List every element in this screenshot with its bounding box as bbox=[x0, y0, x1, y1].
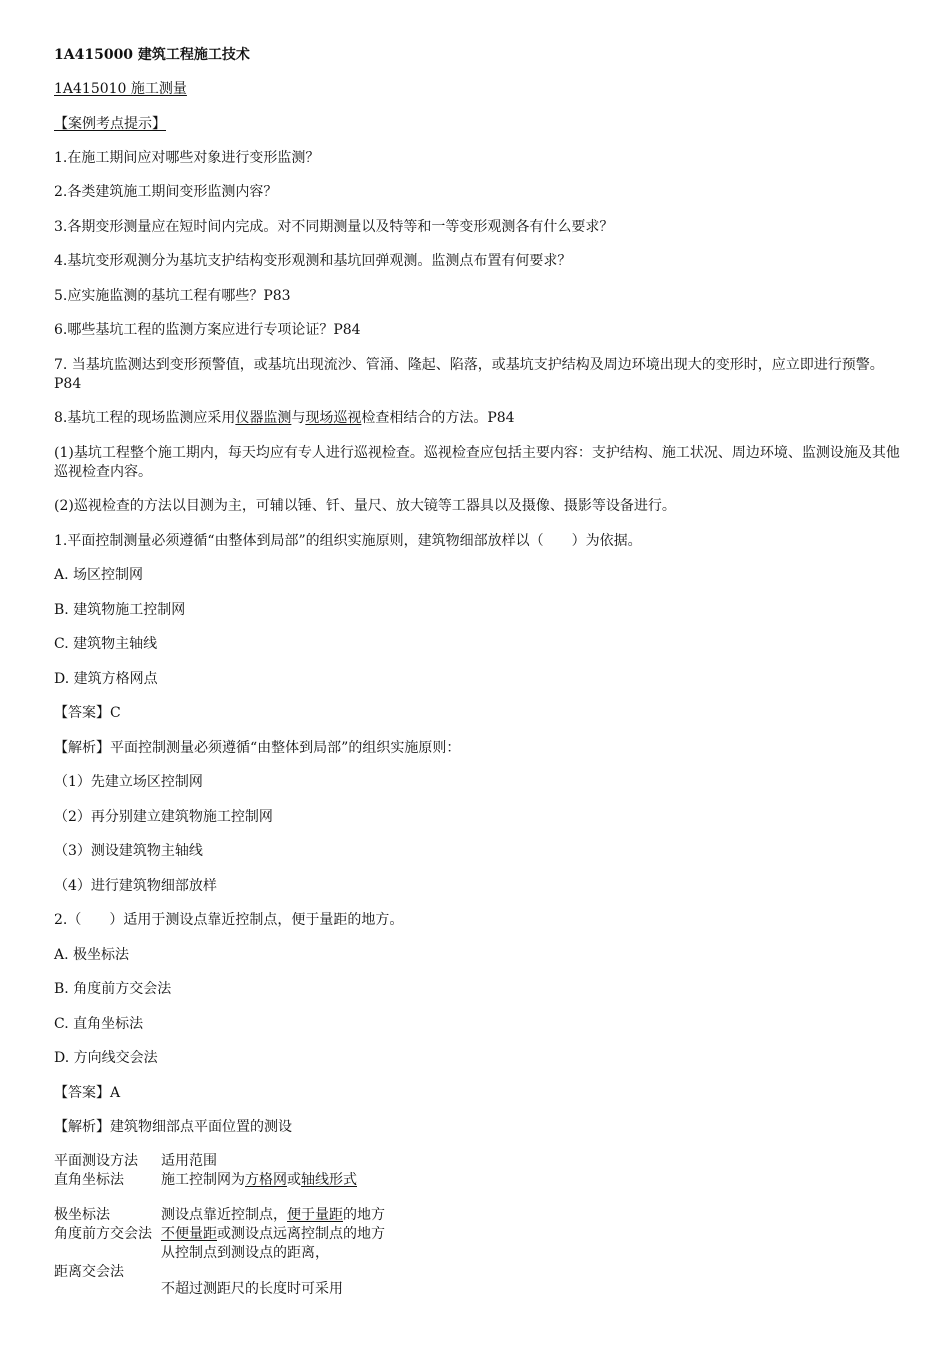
question-1-option: A. 场区控制网 bbox=[54, 567, 144, 583]
chapter-title: 1A415000 建筑工程施工技术 bbox=[54, 47, 250, 63]
question-2-option: A. 极坐标法 bbox=[54, 947, 130, 963]
scope-text: 的地方 bbox=[343, 1207, 385, 1223]
question-1-option: D. 建筑方格网点 bbox=[54, 671, 158, 687]
scope-underline: 便于量距 bbox=[287, 1207, 343, 1223]
question-2-analysis: 【解析】建筑物细部点平面位置的测设 bbox=[54, 1119, 292, 1135]
table-cell-method: 角度前方交会法 bbox=[54, 1226, 152, 1242]
table-header-method: 平面测设方法 bbox=[54, 1153, 138, 1169]
hint8-underline-1: 仪器监测 bbox=[235, 410, 292, 426]
survey-method-table bbox=[54, 1152, 474, 1302]
question-2-option: C. 直角坐标法 bbox=[54, 1016, 144, 1032]
analysis-step: （3）测设建筑物主轴线 bbox=[54, 843, 203, 859]
scope-text: 或测设点远离控制点的地方 bbox=[217, 1226, 385, 1242]
question-1-option: B. 建筑物施工控制网 bbox=[54, 602, 186, 618]
question-1-answer: 【答案】C bbox=[54, 705, 121, 721]
question-1-option: C. 建筑物主轴线 bbox=[54, 636, 158, 652]
hint-item: 6.哪些基坑工程的监测方案应进行专项论证？P84 bbox=[54, 322, 361, 338]
table-cell-scope: 不超过测距尺的长度时可采用 bbox=[161, 1281, 343, 1297]
hint8-suffix: 检查相结合的方法。P84 bbox=[361, 410, 515, 426]
hint8-underline-2: 现场巡视 bbox=[305, 410, 362, 426]
hint-item: 4.基坑变形观测分为基坑支护结构变形观测和基坑回弹观测。监测点布置有何要求？ bbox=[54, 253, 572, 269]
scope-underline: 不便量距 bbox=[161, 1226, 217, 1242]
table-cell-scope bbox=[161, 1206, 385, 1225]
hint-item: 5.应实施监测的基坑工程有哪些？P83 bbox=[54, 288, 291, 304]
scope-text: 测设点靠近控制点， bbox=[161, 1207, 287, 1223]
table-cell-method: 距离交会法 bbox=[54, 1264, 124, 1280]
question-2-stem: 2.（ ）适用于测设点靠近控制点，便于量距的地方。 bbox=[54, 912, 404, 928]
hint-heading: 【案例考点提示】 bbox=[54, 116, 166, 132]
analysis-step: （1）先建立场区控制网 bbox=[54, 774, 203, 790]
question-2-option: B. 角度前方交会法 bbox=[54, 981, 172, 997]
hint-item: 7. 当基坑监测达到变形预警值，或基坑出现流沙、管涌、隆起、陷落，或基坑支护结构及周边环境出现大的变形时，应立即进行预警。P84 bbox=[54, 357, 884, 392]
table-cell-method: 直角坐标法 bbox=[54, 1172, 124, 1188]
question-1-stem: 1.平面控制测量必须遵循“由整体到局部”的组织实施原则，建筑物细部放样以（ ）为依据。 bbox=[54, 533, 642, 549]
scope-underline: 轴线形式 bbox=[301, 1172, 357, 1188]
analysis-step: （4）进行建筑物细部放样 bbox=[54, 878, 217, 894]
hint8-mid: 与 bbox=[291, 410, 306, 426]
table-cell-scope: 从控制点到测设点的距离， bbox=[161, 1245, 329, 1261]
question-1-analysis: 【解析】平面控制测量必须遵循“由整体到局部”的组织实施原则： bbox=[54, 740, 461, 756]
question-2-option: D. 方向线交会法 bbox=[54, 1050, 158, 1066]
analysis-step: （2）再分别建立建筑物施工控制网 bbox=[54, 809, 273, 825]
scope-underline: 方格网 bbox=[245, 1172, 287, 1188]
table-cell-scope bbox=[161, 1225, 385, 1244]
scope-text: 施工控制网为 bbox=[161, 1172, 245, 1188]
table-cell-method: 极坐标法 bbox=[54, 1207, 110, 1223]
hint-item: 2.各类建筑施工期间变形监测内容？ bbox=[54, 184, 278, 200]
hint8-prefix: 8.基坑工程的现场监测应采用 bbox=[54, 410, 236, 426]
table-header-scope: 适用范围 bbox=[161, 1153, 217, 1169]
note-item: (2)巡视检查的方法以目测为主，可辅以锤、钎、量尺、放大镜等工器具以及摄像、摄影等设备进行。 bbox=[54, 498, 676, 514]
note-item: (1)基坑工程整个施工期内，每天均应有专人进行巡视检查。巡视检查应包括主要内容：支护结构、施工状况、周边环境、监测设施及其他巡视检查内容。 bbox=[54, 445, 900, 480]
hint-item-8 bbox=[54, 409, 900, 428]
question-2-answer: 【答案】A bbox=[54, 1085, 121, 1101]
hint-item: 3.各期变形测量应在短时间内完成。对不同期测量以及特等和一等变形观测各有什么要求？ bbox=[54, 219, 614, 235]
scope-text: 或 bbox=[287, 1172, 301, 1188]
table-cell-scope bbox=[161, 1171, 357, 1190]
hint-item: 1.在施工期间应对哪些对象进行变形监测？ bbox=[54, 150, 320, 166]
section-title: 1A415010 施工测量 bbox=[54, 81, 187, 97]
